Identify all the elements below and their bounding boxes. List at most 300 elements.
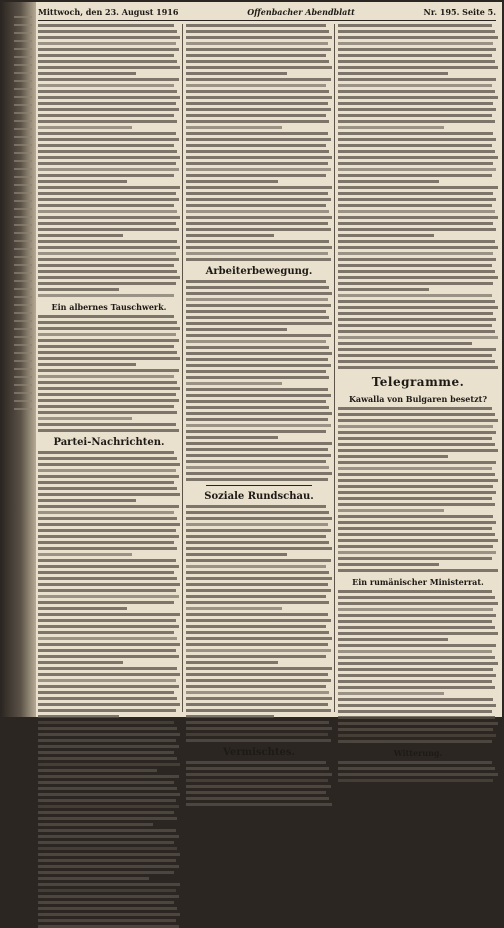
text-line (38, 417, 132, 420)
text-line (186, 785, 331, 788)
text-line (338, 342, 472, 345)
text-line (38, 102, 176, 105)
text-line (338, 282, 493, 285)
text-block-3a (338, 24, 498, 369)
text-line (38, 871, 174, 874)
text-line (38, 327, 180, 330)
text-line (338, 491, 496, 494)
text-line (338, 461, 496, 464)
text-line (38, 895, 179, 898)
text-line (338, 734, 496, 737)
text-line (38, 493, 180, 496)
text-line (38, 547, 177, 550)
text-line (186, 60, 329, 63)
text-block-3d (338, 761, 498, 782)
text-line (38, 264, 174, 267)
text-line (38, 180, 127, 183)
text-line (338, 330, 495, 333)
text-line (186, 721, 329, 724)
text-line (338, 656, 495, 659)
text-line (338, 84, 492, 87)
text-line (186, 174, 326, 177)
text-line (38, 865, 179, 868)
text-line (338, 132, 493, 135)
text-line (338, 509, 444, 512)
text-line (338, 407, 492, 410)
text-line (38, 565, 179, 568)
text-line (186, 791, 326, 794)
text-line (338, 306, 498, 309)
text-line (338, 728, 493, 731)
text-line (338, 348, 496, 351)
text-line (186, 472, 332, 475)
text-line (186, 685, 326, 688)
text-line (38, 655, 179, 658)
masthead-rule (38, 20, 496, 21)
text-line (38, 246, 180, 249)
text-line (38, 571, 174, 574)
text-line (338, 413, 495, 416)
text-line (186, 412, 332, 415)
text-line (338, 650, 492, 653)
text-line (38, 769, 157, 772)
text-line (338, 563, 439, 566)
text-line (338, 354, 492, 357)
text-line (38, 156, 180, 159)
text-line (38, 703, 180, 706)
headline-ministerrat: Ein rumänischer Ministerrat. (352, 577, 484, 587)
headline-tauschwerk: Ein albernes Tauschwerk. (51, 302, 167, 312)
text-line (186, 334, 331, 337)
text-line (186, 382, 282, 385)
text-line (38, 541, 174, 544)
text-line (38, 351, 177, 354)
text-line (338, 569, 498, 572)
text-line (38, 799, 176, 802)
text-line (186, 138, 331, 141)
text-line (38, 429, 179, 432)
text-line (186, 779, 328, 782)
text-line (38, 613, 180, 616)
text-line (338, 485, 493, 488)
section-rule (206, 485, 312, 486)
text-line (186, 234, 274, 237)
text-line (338, 114, 492, 117)
text-line (38, 877, 149, 880)
text-line (338, 698, 493, 701)
text-line (38, 715, 119, 718)
text-line (338, 198, 496, 201)
text-line (186, 577, 332, 580)
text-line (38, 36, 180, 39)
text-line (186, 523, 328, 526)
text-line (38, 667, 177, 670)
text-line (338, 608, 493, 611)
text-block-3b (338, 407, 498, 572)
text-line (38, 369, 179, 372)
text-line (338, 126, 444, 129)
text-line (338, 545, 493, 548)
masthead-issue: Nr. 195. Seite 5. (423, 7, 496, 17)
text-line (338, 240, 495, 243)
column-1 (38, 24, 180, 714)
headline-telegramme: Telegramme. (371, 375, 465, 389)
text-line (38, 853, 180, 856)
text-line (186, 673, 328, 676)
text-line (186, 739, 331, 742)
text-line (38, 721, 174, 724)
text-line (38, 859, 176, 862)
text-line (38, 691, 174, 694)
text-line (186, 370, 326, 373)
text-line (186, 78, 331, 81)
text-line (38, 487, 177, 490)
text-block-3c (338, 590, 498, 743)
text-line (338, 264, 492, 267)
text-line (338, 360, 495, 363)
text-line (338, 156, 498, 159)
text-line (38, 637, 177, 640)
text-line (38, 775, 179, 778)
text-line (338, 72, 448, 75)
text-line (38, 78, 179, 81)
masthead-date: Mittwoch, den 23. August 1916 (38, 7, 179, 17)
text-line (38, 535, 179, 538)
text-line (186, 406, 329, 409)
text-line (338, 96, 498, 99)
text-block-2c (186, 505, 332, 742)
text-line (338, 467, 492, 470)
text-line (38, 228, 179, 231)
text-line (38, 823, 153, 826)
text-line (38, 132, 176, 135)
text-line (338, 710, 492, 713)
text-line (38, 889, 176, 892)
text-line (338, 638, 448, 641)
text-line (338, 186, 498, 189)
text-line (38, 339, 179, 342)
column-2 (186, 24, 332, 758)
text-line (338, 473, 495, 476)
text-block-1c (38, 451, 180, 928)
text-line (338, 42, 493, 45)
text-line (38, 321, 177, 324)
text-line (186, 529, 331, 532)
text-line (338, 366, 498, 369)
text-line (338, 90, 495, 93)
text-line (338, 294, 492, 297)
text-line (338, 180, 439, 183)
text-line (338, 150, 495, 153)
text-line (186, 346, 329, 349)
text-line (38, 288, 119, 291)
text-line (38, 523, 180, 526)
text-line (186, 102, 328, 105)
text-line (338, 455, 448, 458)
text-line (338, 668, 493, 671)
text-line (186, 679, 331, 682)
text-line (38, 276, 180, 279)
text-line (186, 478, 328, 481)
text-line (338, 692, 444, 695)
text-line (338, 108, 496, 111)
text-line (186, 84, 326, 87)
text-line (38, 685, 179, 688)
text-line (338, 204, 492, 207)
text-line (338, 60, 495, 63)
text-line (338, 258, 496, 261)
text-line (338, 602, 498, 605)
text-line (186, 388, 328, 391)
text-line (38, 625, 179, 628)
text-line (338, 590, 492, 593)
text-block-2b (186, 280, 332, 481)
text-line (186, 228, 331, 231)
text-line (38, 60, 177, 63)
text-line (338, 30, 495, 33)
text-line (338, 425, 493, 428)
text-line (186, 565, 326, 568)
text-line (186, 322, 332, 325)
text-line (38, 333, 176, 336)
text-line (186, 727, 332, 730)
text-line (338, 521, 496, 524)
text-line (38, 423, 176, 426)
text-line (186, 773, 332, 776)
text-line (338, 222, 493, 225)
text-line (186, 310, 326, 313)
binding-spine (2, 2, 36, 717)
text-line (186, 703, 328, 706)
text-line (38, 883, 180, 886)
text-line (38, 138, 179, 141)
text-line (38, 120, 177, 123)
text-line (338, 479, 498, 482)
text-line (38, 481, 174, 484)
text-line (38, 619, 176, 622)
text-line (38, 186, 180, 189)
text-line (338, 318, 496, 321)
text-line (186, 505, 326, 508)
text-line (186, 340, 326, 343)
text-line (186, 553, 287, 556)
text-line (38, 919, 176, 922)
text-line (38, 24, 174, 27)
text-line (38, 733, 180, 736)
text-line (186, 30, 329, 33)
text-line (38, 114, 174, 117)
text-line (38, 294, 174, 297)
text-line (338, 704, 496, 707)
text-line (38, 451, 174, 454)
text-line (338, 419, 498, 422)
text-line (186, 132, 328, 135)
text-line (338, 761, 492, 764)
text-line (338, 216, 498, 219)
text-line (38, 393, 176, 396)
text-line (186, 733, 328, 736)
text-line (338, 66, 498, 69)
text-line (186, 460, 326, 463)
text-line (186, 436, 278, 439)
text-line (186, 547, 332, 550)
text-line (338, 449, 498, 452)
text-line (338, 767, 495, 770)
text-line (338, 246, 498, 249)
text-line (186, 222, 328, 225)
text-line (186, 661, 278, 664)
text-line (186, 715, 274, 718)
text-line (338, 632, 498, 635)
text-line (38, 258, 179, 261)
text-line (38, 234, 123, 237)
text-line (338, 312, 493, 315)
text-line (38, 96, 180, 99)
text-line (186, 571, 329, 574)
text-line (186, 304, 331, 307)
text-line (338, 324, 492, 327)
text-line (186, 150, 329, 153)
column-rule-2 (334, 24, 335, 712)
text-line (186, 48, 331, 51)
text-line (338, 551, 496, 554)
text-line (338, 276, 498, 279)
text-line (38, 282, 176, 285)
spine-stitches (14, 16, 32, 706)
text-line (38, 601, 174, 604)
text-line (38, 216, 180, 219)
text-line (186, 156, 332, 159)
text-line (338, 722, 498, 725)
masthead-title: Offenbacher Abendblatt (247, 7, 355, 17)
text-line (38, 517, 177, 520)
text-line (186, 352, 332, 355)
text-line (38, 757, 177, 760)
text-line (186, 595, 326, 598)
text-line (38, 763, 180, 766)
text-line (338, 270, 495, 273)
text-line (186, 601, 329, 604)
text-line (186, 216, 332, 219)
text-line (338, 120, 495, 123)
column-rule-1 (182, 24, 183, 712)
text-line (38, 192, 176, 195)
text-line (338, 773, 498, 776)
text-line (186, 691, 329, 694)
text-line (38, 387, 180, 390)
text-line (38, 745, 179, 748)
text-line (38, 411, 177, 414)
text-line (186, 258, 331, 261)
text-line (38, 805, 179, 808)
column-3 (338, 24, 498, 758)
headline-witterung: Witterung. (393, 748, 443, 758)
text-line (186, 286, 329, 289)
text-line (186, 803, 332, 806)
text-line (186, 252, 328, 255)
text-line (38, 649, 176, 652)
text-block-1b (38, 315, 180, 432)
text-line (38, 607, 127, 610)
text-line (38, 399, 179, 402)
text-line (38, 126, 132, 129)
text-line (338, 138, 496, 141)
text-line (186, 204, 326, 207)
text-line (38, 643, 180, 646)
text-line (338, 437, 492, 440)
text-line (186, 394, 331, 397)
text-line (338, 144, 492, 147)
text-line (186, 24, 326, 27)
text-line (38, 469, 176, 472)
text-line (338, 740, 492, 743)
headline-soziale-rundschau: Soziale Rundschau. (204, 491, 314, 502)
text-line (38, 240, 177, 243)
text-line (338, 680, 492, 683)
text-line (38, 907, 177, 910)
text-line (186, 280, 326, 283)
text-line (186, 607, 282, 610)
text-line (186, 400, 326, 403)
text-line (338, 779, 493, 782)
text-line (38, 901, 174, 904)
text-line (38, 583, 180, 586)
text-line (186, 246, 332, 249)
text-line (338, 336, 498, 339)
text-line (186, 559, 331, 562)
text-line (186, 697, 332, 700)
text-line (38, 150, 177, 153)
text-line (338, 168, 496, 171)
text-line (186, 292, 332, 295)
text-line (38, 781, 174, 784)
text-line (338, 288, 429, 291)
text-line (338, 539, 498, 542)
text-block-1a (38, 24, 180, 297)
text-line (186, 210, 329, 213)
text-line (186, 54, 326, 57)
text-line (338, 533, 495, 536)
text-line (186, 761, 326, 764)
text-line (38, 463, 180, 466)
text-line (186, 72, 287, 75)
text-line (186, 180, 278, 183)
text-line (186, 655, 326, 658)
text-line (38, 739, 176, 742)
text-line (186, 424, 331, 427)
text-line (186, 430, 326, 433)
text-line (186, 613, 328, 616)
text-line (186, 198, 331, 201)
text-line (186, 442, 332, 445)
text-line (38, 457, 177, 460)
text-line (38, 529, 176, 532)
text-line (38, 405, 174, 408)
text-line (38, 913, 180, 916)
text-line (38, 787, 177, 790)
text-line (338, 497, 492, 500)
text-line (38, 661, 123, 664)
text-line (38, 315, 174, 318)
text-line (186, 541, 329, 544)
text-line (186, 797, 329, 800)
text-line (38, 357, 180, 360)
text-line (186, 631, 329, 634)
text-line (38, 697, 177, 700)
headline-arbeiterbewegung: Arbeiterbewegung. (205, 266, 313, 277)
text-line (38, 30, 177, 33)
text-line (38, 204, 174, 207)
